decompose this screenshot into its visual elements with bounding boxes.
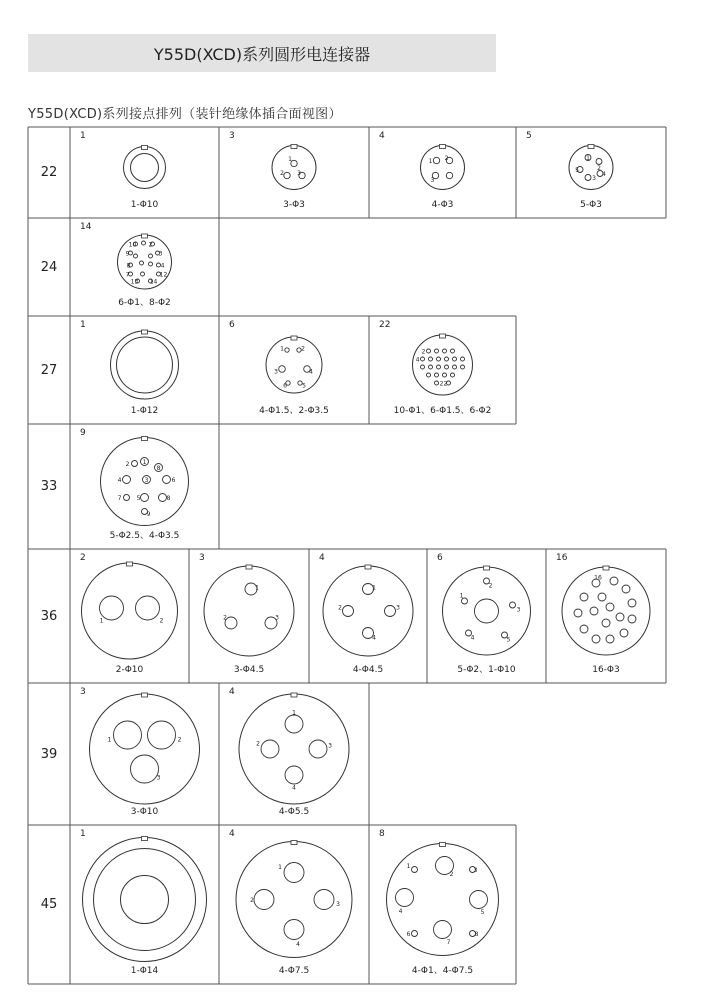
contact-pin	[433, 157, 439, 163]
contact-pin	[100, 596, 124, 620]
contact-pin	[592, 635, 600, 643]
contact-arrangement-cell	[70, 127, 219, 218]
contact-pin	[610, 577, 618, 585]
contact-number-label: 2	[338, 604, 342, 612]
contact-pin	[580, 625, 588, 633]
connector-face-diagram	[427, 549, 546, 683]
contact-pin	[427, 373, 431, 377]
connector-face-diagram	[70, 316, 219, 424]
contact-number-label: 2	[148, 241, 153, 249]
connector-face-diagram	[369, 316, 516, 424]
connector-face-diagram	[369, 825, 516, 984]
contact-number-label: 1	[459, 592, 464, 600]
contact-pin	[429, 357, 433, 361]
contact-spec-caption: 4-Φ4.5	[352, 665, 384, 675]
connector-face-diagram	[70, 424, 219, 549]
contact-arrangement-cell	[369, 316, 516, 424]
contact-number-label: 4	[372, 634, 376, 642]
contact-number-label: 3	[430, 177, 435, 184]
shell-size-label: 36	[40, 608, 58, 624]
contact-arrangement-cell	[369, 825, 516, 984]
keyway-notch	[127, 562, 133, 566]
shell-outline	[266, 337, 322, 393]
connector-face-diagram	[70, 127, 219, 218]
shell-outline	[562, 567, 650, 655]
contact-pin	[451, 349, 455, 353]
contact-spec-caption: 3-Φ10	[130, 807, 159, 817]
contact-number-label: 2	[250, 897, 254, 904]
keyway-notch	[142, 330, 148, 334]
contact-arrangement-cell	[546, 549, 666, 683]
keyway-notch	[603, 566, 609, 570]
keyway-notch	[142, 146, 148, 150]
shell-size-label: 33	[40, 479, 58, 494]
contact-number-label: 2	[421, 348, 426, 356]
contact-count: 8	[379, 829, 385, 839]
contact-pin	[461, 365, 465, 369]
contact-pin	[616, 613, 624, 621]
contact-pin	[261, 740, 279, 758]
contact-pin	[429, 365, 433, 369]
contact-pin	[385, 606, 396, 617]
contact-number-label: 6	[283, 382, 287, 390]
keyway-notch	[440, 334, 446, 338]
contact-pin	[510, 602, 516, 608]
contact-number-label: 2	[256, 740, 260, 748]
contact-number-label: 7	[125, 271, 130, 279]
contact-pin	[446, 172, 452, 178]
contact-arrangement-cell	[70, 316, 219, 424]
contact-pin	[140, 261, 144, 265]
contact-count: 3	[80, 687, 86, 697]
contact-pin	[94, 849, 196, 951]
contact-number-label: 3	[473, 867, 478, 874]
contact-pin	[284, 863, 304, 883]
contact-number-label: 5	[136, 495, 141, 502]
keyway-notch	[142, 437, 148, 441]
contact-count: 1	[80, 320, 86, 330]
contact-number-label: 1	[280, 345, 284, 353]
contact-number-label: 6	[171, 477, 176, 484]
section-subtitle: Y55D(XCD)系列接点排列（装针绝缘体插合面视图）	[28, 107, 342, 122]
shell-outline	[82, 563, 178, 659]
contact-pin	[620, 629, 628, 637]
contact-pin	[580, 593, 588, 601]
contact-number-label: 1	[406, 863, 411, 870]
contact-pin	[443, 349, 447, 353]
contact-pin	[421, 365, 425, 369]
contact-pin	[136, 596, 160, 620]
contact-number-label: 2	[301, 345, 305, 353]
contact-number-label: 13	[130, 278, 139, 286]
contact-pin	[284, 920, 304, 940]
contact-arrangement-cell	[70, 424, 219, 549]
contact-pin	[114, 721, 142, 749]
contact-number-label: 5	[506, 636, 511, 644]
contact-count: 1	[80, 829, 86, 839]
contact-pin	[412, 931, 418, 937]
contact-pin	[590, 607, 598, 615]
contact-number-label: 14	[149, 278, 158, 286]
contact-spec-caption: 5-Φ2.5、4-Φ3.5	[109, 531, 180, 541]
contact-number-label: 4	[296, 941, 300, 948]
contact-arrangement-cell	[189, 549, 309, 683]
shell-outline	[421, 146, 465, 190]
contact-number-label: 3	[158, 250, 163, 258]
connector-face-diagram	[369, 127, 516, 218]
contact-number-label: 5	[480, 909, 485, 916]
contact-count: 4	[229, 829, 235, 839]
shell-outline	[83, 838, 207, 962]
contact-pin	[585, 175, 591, 181]
contact-number-label: 7	[117, 495, 122, 502]
contact-spec-caption: 6-Φ1、8-Φ2	[118, 298, 171, 308]
contact-count: 3	[199, 553, 205, 563]
contact-count: 1	[80, 131, 86, 141]
contact-spec-caption: 10-Φ1、6-Φ1.5、6-Φ2	[393, 406, 492, 416]
contact-number-label: 1	[107, 736, 112, 744]
contact-pin	[149, 254, 153, 258]
contact-arrangement-cell	[219, 683, 369, 825]
contact-pin	[461, 357, 465, 361]
keyway-notch	[484, 566, 490, 570]
contact-pin	[453, 357, 457, 361]
connector-face-diagram	[70, 825, 219, 984]
connector-face-diagram	[70, 549, 189, 683]
keyway-notch	[291, 336, 297, 340]
connector-face-diagram	[70, 683, 219, 825]
contact-number-label: 8	[166, 495, 171, 502]
contact-number-label: 12	[159, 271, 168, 279]
connector-face-diagram	[546, 549, 666, 683]
contact-arrangement-cell	[70, 683, 219, 825]
contact-pin	[142, 241, 146, 245]
contact-number-label: 4	[602, 171, 606, 178]
keyway-notch	[246, 565, 252, 569]
contact-pin	[628, 599, 636, 607]
contact-count: 4	[229, 687, 235, 697]
contact-number-label: 2	[159, 617, 164, 625]
shell-size-label: 24	[40, 259, 58, 275]
contact-pin	[598, 593, 606, 601]
contact-number-label: 2	[597, 165, 601, 172]
contact-spec-caption: 4-Φ1、4-Φ7.5	[411, 966, 474, 976]
shell-size-label: 45	[40, 897, 58, 912]
contact-pin	[434, 921, 452, 939]
shell-outline	[204, 566, 294, 656]
shell-size-label: 27	[40, 362, 58, 378]
contact-number-label: 3	[516, 606, 521, 614]
contact-arrangement-cell	[219, 825, 369, 984]
contact-number-label: 1	[586, 155, 590, 162]
contact-count: 2	[80, 553, 86, 563]
contact-arrangement-cell	[309, 549, 427, 683]
contact-pin	[124, 495, 130, 501]
contact-pin	[602, 619, 610, 627]
contact-arrangement-cell	[70, 825, 219, 984]
contact-count: 5	[526, 131, 532, 141]
page-title: Y55D(XCD)系列圆形电连接器	[153, 44, 371, 64]
keyway-notch	[365, 565, 371, 569]
contact-number-label: 4	[160, 262, 165, 270]
contact-arrangement-cell	[427, 549, 546, 683]
contact-pin	[285, 766, 303, 784]
contact-pin	[396, 889, 414, 907]
contact-number-label: 10	[128, 241, 137, 249]
keyway-notch	[440, 843, 446, 847]
contact-number-label: 8	[474, 931, 479, 938]
contact-number-label: 2	[488, 582, 493, 590]
contact-count: 6	[437, 553, 443, 563]
contact-spec-caption: 3-Φ3	[283, 200, 305, 210]
contact-number-label: 1	[278, 864, 282, 871]
shell-outline	[111, 331, 179, 399]
contact-number-label: 7	[446, 939, 451, 946]
contact-pin	[284, 172, 290, 178]
contact-number-label: 22	[439, 380, 448, 388]
contact-pin	[574, 609, 582, 617]
contact-number-label: 1	[255, 584, 259, 592]
connector-face-diagram	[189, 549, 309, 683]
connector-face-diagram	[309, 549, 427, 683]
contact-spec-caption: 16-Φ3	[592, 665, 620, 675]
contact-arrangement-cell	[516, 127, 666, 218]
contact-pin	[343, 606, 354, 617]
contact-number-label: 5	[575, 167, 579, 174]
contact-pin	[443, 373, 447, 377]
contact-count: 3	[229, 131, 235, 141]
keyway-notch	[588, 145, 594, 149]
contact-arrangement-cell	[70, 549, 189, 683]
contact-pin	[451, 373, 455, 377]
contact-number-label: 4	[398, 908, 403, 915]
contact-count: 6	[229, 320, 235, 330]
contact-pin	[141, 494, 149, 502]
contact-pin	[596, 159, 602, 165]
contact-pin	[149, 262, 153, 266]
contact-number-label: 2	[444, 155, 449, 162]
contact-count: 9	[80, 428, 86, 438]
contact-number-label: 3	[144, 477, 149, 484]
shell-outline	[90, 694, 200, 804]
contact-pin	[435, 381, 439, 385]
contact-pin	[606, 603, 614, 611]
contact-pin	[309, 740, 327, 758]
keyway-notch	[291, 145, 297, 149]
connector-face-diagram	[219, 683, 369, 825]
contact-number-label: 4	[309, 368, 313, 376]
contact-number-label: 2	[125, 461, 130, 468]
contact-arrangement-cell	[219, 316, 369, 424]
contact-pin	[475, 599, 499, 623]
contact-pin	[412, 867, 418, 873]
contact-pin	[453, 365, 457, 369]
contact-pin	[445, 357, 449, 361]
contact-count: 22	[379, 320, 391, 330]
keyway-notch	[440, 145, 446, 149]
contact-pin	[314, 890, 334, 910]
contact-pin	[132, 461, 138, 467]
contact-pin	[628, 615, 636, 623]
contact-pin	[148, 721, 176, 749]
connector-face-diagram	[219, 316, 369, 424]
shell-size-label: 22	[40, 165, 58, 180]
contact-spec-caption: 2-Φ10	[115, 665, 144, 675]
contact-pin	[435, 349, 439, 353]
keyway-notch	[142, 837, 148, 841]
contact-number-label: 16	[594, 574, 602, 582]
contact-spec-caption: 5-Φ2、1-Φ10	[457, 665, 516, 675]
contact-number-label: 2	[223, 614, 227, 622]
contact-pin	[437, 357, 441, 361]
contact-pin	[117, 337, 173, 393]
contact-spec-caption: 5-Φ3	[580, 200, 602, 210]
connector-face-diagram	[219, 127, 369, 218]
contact-pin	[437, 365, 441, 369]
contact-number-label: 6	[406, 931, 411, 938]
contact-pin	[622, 585, 630, 593]
contact-pin	[427, 349, 431, 353]
contact-number-label: 5	[302, 382, 306, 390]
contact-pin	[163, 476, 171, 484]
contact-pin	[445, 365, 449, 369]
contact-number-label: 2	[449, 871, 454, 878]
contact-number-label: 3	[592, 175, 596, 182]
contact-number-label: 3	[336, 901, 340, 908]
contact-count: 14	[80, 222, 92, 232]
contact-number-label: 1	[428, 158, 433, 165]
contact-count: 16	[556, 553, 568, 563]
contact-number-label: 1	[99, 617, 104, 625]
contact-number-label: 9	[125, 250, 130, 258]
contact-arrangement-cell	[369, 127, 516, 218]
shell-outline	[272, 146, 316, 190]
contact-pin	[159, 494, 167, 502]
contact-arrangement-cell	[219, 127, 369, 218]
contact-spec-caption: 4-Φ3	[431, 200, 454, 210]
contact-number-label: 4	[415, 356, 420, 364]
contact-pin	[123, 476, 131, 484]
connector-face-diagram	[219, 825, 369, 984]
contact-number-label: 3	[274, 368, 278, 376]
contact-pin	[279, 366, 286, 373]
contact-number-label: 9	[146, 511, 151, 518]
contact-number-label: 8	[156, 465, 161, 472]
contact-pin	[470, 891, 488, 909]
contact-pin	[421, 357, 425, 361]
contact-number-label: 3	[275, 614, 279, 622]
connector-face-diagram	[516, 127, 666, 218]
contact-pin	[285, 715, 303, 733]
contact-number-label: 4	[470, 634, 475, 642]
contact-number-label: 8	[126, 262, 131, 270]
contact-spec-caption: 4-Φ1.5、2-Φ3.5	[259, 406, 329, 416]
keyway-notch	[142, 234, 148, 238]
contact-pin	[134, 254, 138, 258]
contact-spec-caption: 1-Φ14	[130, 966, 159, 976]
contact-pin	[141, 272, 145, 276]
contact-arrangement-cell	[70, 218, 219, 316]
contact-spec-caption: 4-Φ5.5	[278, 807, 310, 817]
keyway-notch	[291, 693, 297, 697]
contact-spec-caption: 1-Φ12	[130, 406, 159, 416]
contact-number-label: 1	[292, 709, 296, 717]
contact-pin	[285, 348, 289, 352]
contact-spec-caption: 4-Φ7.5	[278, 966, 310, 976]
contact-pin	[131, 755, 159, 783]
contact-number-label: 3	[297, 170, 301, 177]
contact-number-label: 3	[328, 742, 332, 750]
contact-number-label: 3	[156, 774, 161, 782]
contact-number-label: 3	[396, 604, 400, 612]
keyway-notch	[142, 693, 148, 697]
contact-number-label: 4	[117, 477, 122, 484]
contact-number-label: 1	[372, 584, 376, 592]
contact-count: 4	[379, 131, 385, 141]
shell-size-label: 39	[40, 746, 58, 762]
contact-number-label: 2	[177, 736, 182, 744]
contact-number-label: 1	[142, 459, 147, 466]
contact-pin	[254, 890, 274, 910]
contact-number-label: 2	[280, 170, 284, 177]
contact-count: 4	[319, 553, 325, 563]
contact-number-label: 1	[288, 156, 292, 163]
contact-pin	[131, 154, 159, 182]
contact-spec-caption: 1-Φ10	[130, 200, 159, 210]
contact-spec-caption: 3-Φ4.5	[233, 665, 265, 675]
shell-outline	[124, 147, 166, 189]
contact-pin	[606, 635, 614, 643]
contact-number-label: 4	[292, 784, 296, 792]
contact-pin	[435, 373, 439, 377]
keyway-notch	[291, 841, 297, 845]
connector-face-diagram	[70, 218, 219, 316]
contact-pin	[121, 876, 169, 924]
